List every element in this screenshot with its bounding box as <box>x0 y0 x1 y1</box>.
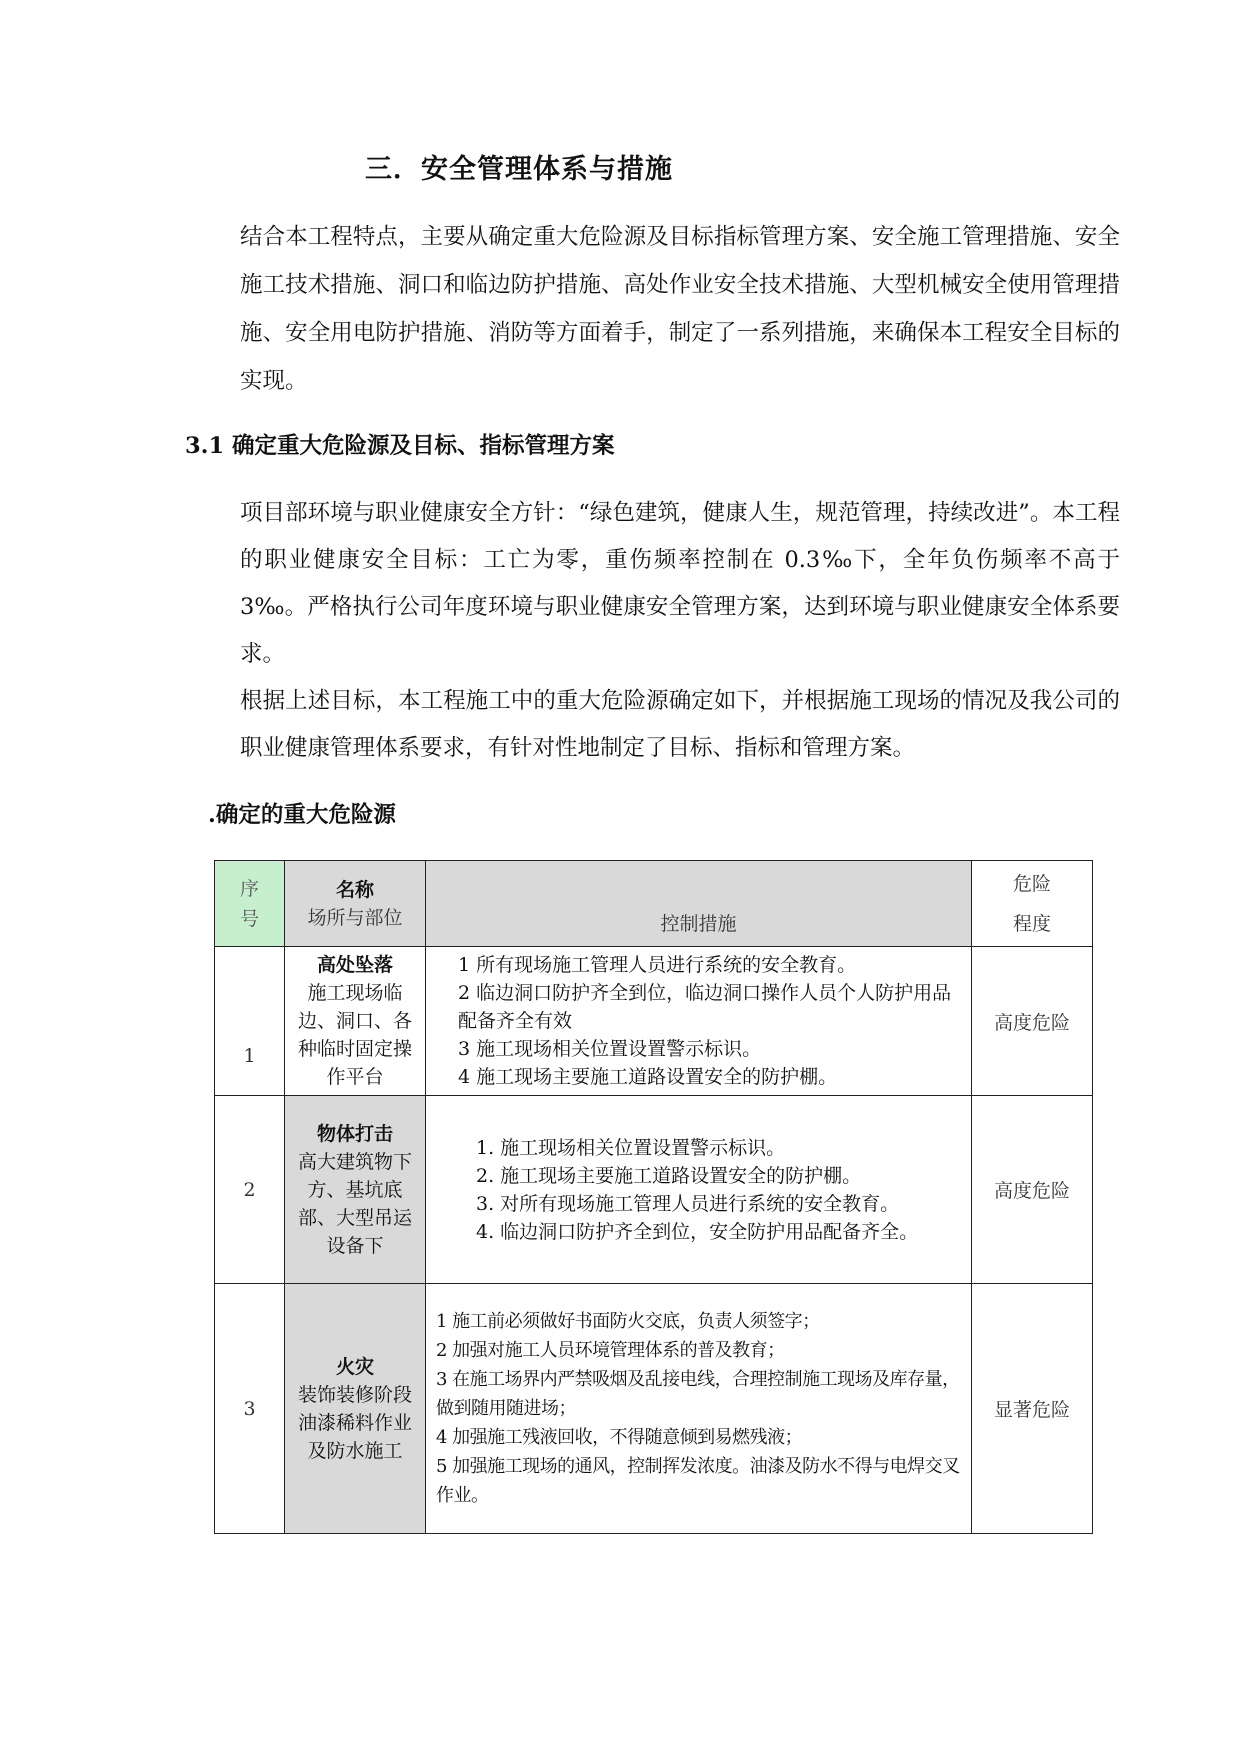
measure-item: 3. 对所有现场施工管理人员进行系统的安全教育。 <box>476 1192 900 1215</box>
page-title: 三．安全管理体系与措施 <box>365 154 673 185</box>
control-measures <box>426 1284 972 1534</box>
control-measures <box>426 1096 972 1284</box>
measure-item: 1 施工前必须做好书面防火交底，负责人须签字； <box>436 1311 820 1332</box>
measure-item: 3 施工现场相关位置设置警示标识。 <box>458 1038 762 1060</box>
hazard-name-cell <box>285 1096 426 1284</box>
risk-level: 高度危险 <box>972 947 1093 1096</box>
table-row <box>215 1284 1093 1534</box>
hazard-name: 火灾 <box>335 1355 374 1378</box>
measure-item: 1. 施工现场相关位置设置警示标识。 <box>476 1136 786 1159</box>
table-row <box>215 1096 1093 1284</box>
table-row <box>215 947 1093 1096</box>
intro-paragraph: 结合本工程特点，主要从确定重大危险源及目标指标管理方案、安全施工管理措施、安全施工技术措施、洞口和临边防护措施、高处作业安全技术措施、大型机械安全使用管理措施、安全用电防护措施、消防等方面着手，制定了一系列措施，来确保本工程安全目标的实现。 <box>240 224 1120 394</box>
policy-paragraph: 项目部环境与职业健康安全方针：“绿色建筑，健康人生，规范管理，持续改进”。本工程的职业健康安全目标：工亡为零，重伤频率控制在 0.3‰下，全年负伤频率不高于 3‰。严格执行公司年度环境与职业健康安全管理方案，达到环境与职业健康安全体系要求。 <box>240 500 1120 667</box>
hazard-location: 高大建筑物下方、基坑底部、大型吊运设备下 <box>297 1150 412 1257</box>
measure-item: 2. 施工现场主要施工道路设置安全的防护棚。 <box>476 1164 862 1187</box>
header-measures: 控制措施 <box>426 861 972 947</box>
measure-item: 4 施工现场主要施工道路设置安全的防护棚。 <box>458 1066 838 1088</box>
row-number: 3 <box>215 1284 285 1534</box>
measure-item: 2 临边洞口防护齐全到位，临边洞口操作人员个人防护用品配备齐全有效 <box>458 982 952 1032</box>
measure-item: 2 加强对施工人员环境管理体系的普及教育； <box>436 1340 785 1361</box>
risk-level: 显著危险 <box>972 1284 1093 1534</box>
header-no: 序 号 <box>215 861 285 947</box>
table-header-row <box>215 861 1093 947</box>
hazard-name-cell <box>285 1284 426 1534</box>
header-name: 名称 场所与部位 <box>285 861 426 947</box>
measure-item: 4. 临边洞口防护齐全到位，安全防护用品配备齐全。 <box>476 1220 919 1243</box>
measure-item: 5 加强施工现场的通风，控制挥发浓度。油漆及防水不得与电焊交叉作业。 <box>436 1456 960 1506</box>
goals-text <box>240 490 1120 772</box>
risk-level: 高度危险 <box>972 1096 1093 1284</box>
hazard-name-cell <box>285 947 426 1096</box>
measure-item: 1 所有现场施工管理人员进行系统的安全教育。 <box>458 954 857 976</box>
hazard-location: 装饰装修阶段油漆稀料作业及防水施工 <box>297 1383 412 1462</box>
hazard-intro-paragraph: 根据上述目标，本工程施工中的重大危险源确定如下，并根据施工现场的情况及我公司的职业健康管理体系要求，有针对性地制定了目标、指标和管理方案。 <box>240 688 1120 761</box>
control-measures <box>426 947 972 1096</box>
hazard-name: 高处坠落 <box>316 954 393 976</box>
section-heading: 3.1 确定重大危险源及目标、指标管理方案 <box>185 433 615 459</box>
header-level: 危险 程度 <box>972 861 1093 947</box>
hazard-location: 施工现场临边、洞口、各种临时固定操作平台 <box>297 982 412 1088</box>
row-number: 2 <box>215 1096 285 1284</box>
table-heading: .确定的重大危险源 <box>208 802 396 828</box>
hazard-table <box>214 860 1093 1534</box>
measure-item: 3 在施工场界内严禁吸烟及乱接电线，合理控制施工现场及库存量，做到随用随进场； <box>436 1369 960 1419</box>
hazard-name: 物体打击 <box>316 1122 393 1145</box>
row-number: 1 <box>215 947 285 1096</box>
measure-item: 4 加强施工残液回收，不得随意倾到易燃残液； <box>436 1427 803 1448</box>
